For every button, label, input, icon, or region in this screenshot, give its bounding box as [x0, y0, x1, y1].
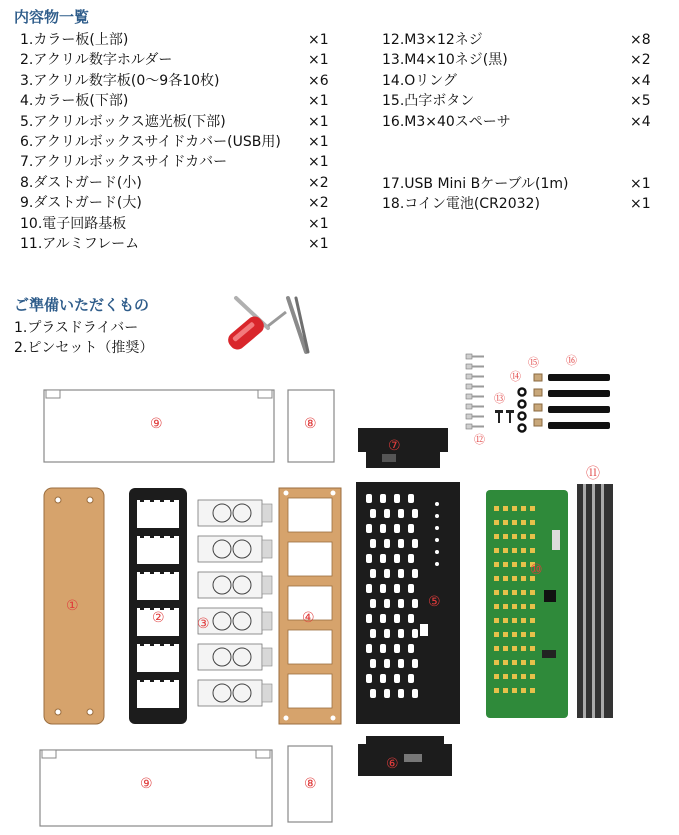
label-16: ⑯	[566, 354, 577, 367]
label-3: ③	[197, 616, 210, 632]
item-name: 11.アルミフレーム	[20, 235, 140, 252]
label-10: ⑩	[530, 562, 543, 578]
preparation-item: 1.プラスドライバー	[14, 320, 139, 336]
o-rings	[519, 389, 526, 432]
label-11: ⑪	[586, 466, 600, 482]
item-name: 15.凸字ボタン	[382, 93, 475, 110]
label-4: ④	[302, 610, 315, 626]
side-cover	[358, 428, 448, 468]
item-name: 18.コイン電池(CR2032)	[382, 196, 540, 213]
tools-icon	[225, 298, 308, 353]
label-8-top: ⑧	[304, 416, 317, 432]
item-quantity: ×1	[308, 154, 329, 171]
item-quantity: ×1	[308, 133, 329, 150]
label-15: ⑮	[528, 356, 539, 369]
screws-m4x10-black	[495, 410, 514, 423]
dust-guard-large-bottom	[40, 750, 272, 826]
item-quantity: ×1	[630, 196, 651, 213]
side-cover-usb	[358, 736, 452, 776]
label-14: ⑭	[510, 370, 521, 383]
aluminum-frame	[577, 484, 613, 718]
item-name: 17.USB Mini Bケーブル(1m)	[382, 176, 569, 192]
spacers	[548, 374, 610, 429]
item-name: 4.カラー板(下部)	[20, 93, 129, 110]
item-quantity: ×5	[630, 93, 651, 110]
buttons	[534, 374, 542, 426]
item-quantity: ×1	[308, 235, 329, 252]
item-name: 9.ダストガード(大)	[20, 195, 142, 212]
item-quantity: ×1	[308, 113, 329, 130]
acrylic-number-holder	[129, 488, 187, 724]
item-quantity: ×4	[630, 72, 651, 89]
item-quantity: ×1	[308, 32, 329, 48]
item-name: 12.M3×12ネジ	[382, 32, 483, 48]
electronic-circuit-board	[486, 490, 568, 718]
item-quantity: ×2	[308, 174, 329, 191]
item-name: 16.M3×40スペーサ	[382, 113, 511, 130]
label-13: ⑬	[494, 392, 505, 405]
preparation-title: ご準備いただくもの	[14, 296, 150, 314]
label-8-bottom: ⑧	[304, 776, 317, 792]
label-9-top: ⑨	[150, 416, 163, 432]
item-name: 14.Oリング	[382, 72, 458, 89]
label-7: ⑦	[388, 438, 401, 454]
item-name: 7.アクリルボックスサイドカバー	[20, 154, 228, 171]
label-6: ⑥	[386, 756, 399, 772]
label-12: ⑫	[474, 433, 485, 446]
item-name: 5.アクリルボックス遮光板(下部)	[20, 113, 226, 130]
item-quantity: ×2	[308, 195, 329, 212]
item-name: 1.カラー板(上部)	[20, 32, 129, 48]
preparation-item: 2.ピンセット（推奨）	[14, 340, 154, 356]
item-name: 2.アクリル数字ホルダー	[20, 52, 173, 69]
label-2: ②	[152, 610, 165, 626]
item-quantity: ×2	[630, 52, 651, 69]
color-board-bottom	[279, 488, 341, 724]
label-5: ⑤	[428, 594, 441, 610]
item-quantity: ×4	[630, 113, 651, 130]
item-name: 3.アクリル数字板(0～9各10枚)	[20, 72, 220, 89]
item-name: 8.ダストガード(小)	[20, 174, 142, 191]
item-quantity: ×1	[308, 93, 329, 110]
label-9-bottom: ⑨	[140, 776, 153, 792]
label-1: ①	[66, 598, 79, 614]
screws-m3x12	[466, 354, 484, 429]
item-quantity: ×6	[308, 72, 329, 89]
item-quantity: ×1	[308, 52, 329, 69]
item-quantity: ×1	[630, 176, 651, 192]
item-quantity: ×1	[308, 215, 329, 232]
item-name: 6.アクリルボックスサイドカバー(USB用)	[20, 133, 281, 150]
item-quantity: ×8	[630, 32, 651, 48]
acrylic-number-plates	[198, 500, 272, 706]
item-name: 10.電子回路基板	[20, 215, 127, 232]
item-name: 13.M4×10ネジ(黒)	[382, 52, 508, 69]
acrylic-box-shading-board	[356, 482, 460, 724]
contents-title: 内容物一覧	[14, 8, 90, 26]
